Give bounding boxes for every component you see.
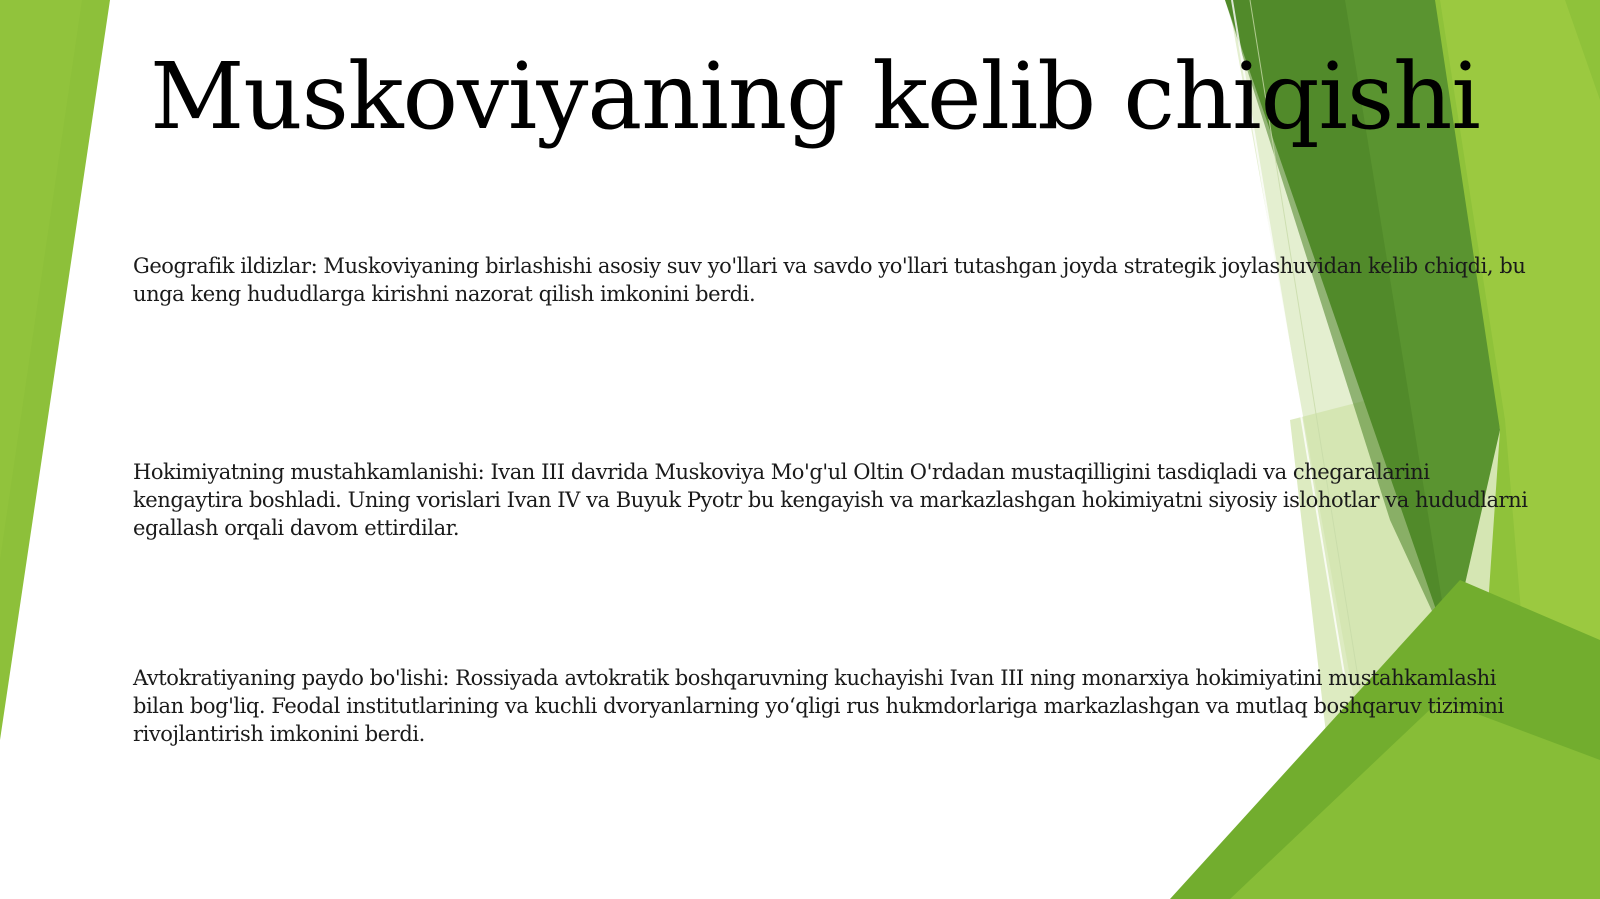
paragraph-geographic-roots: Geografik ildizlar: Muskoviyaning birlashishi asosiy suv yo'llari va savdo yo'llari tutashgan joyda strategik joylashuvidan kelib chiqdi, bu unga keng hududlarga kirishni nazorat qilish imkonini berdi. — [133, 254, 1526, 306]
paragraph-power-consolidation: Hokimiyatning mustahkamlanishi: Ivan III davrida Muskoviya Mo'g'ul Oltin O'rdadan mustaqilligini tasdiqladi va chegaralarini kengaytira boshladi. Uning vorislari Ivan IV va Buyuk Pyotr bu kengayish va markazlashgan hokimiyatni siyosiy islohotlar va hududlarni egallash orqali davom ettirdilar. — [133, 460, 1528, 540]
slide-title: Muskoviyaning kelib chiqishi — [150, 43, 1480, 150]
paragraph-autocracy-emergence: Avtokratiyaning paydo bo'lishi: Rossiyada avtokratik boshqaruvning kuchayishi Ivan III ning monarxiya hokimiyatini mustahkamlashi bilan bog'liq. Feodal institutlarining va kuchli dvoryanlarning yo‘qligi rus hukmdorlariga markazlashgan va mutlaq boshqaruv tizimini rivojlantirish imkonini berdi. — [133, 666, 1504, 746]
